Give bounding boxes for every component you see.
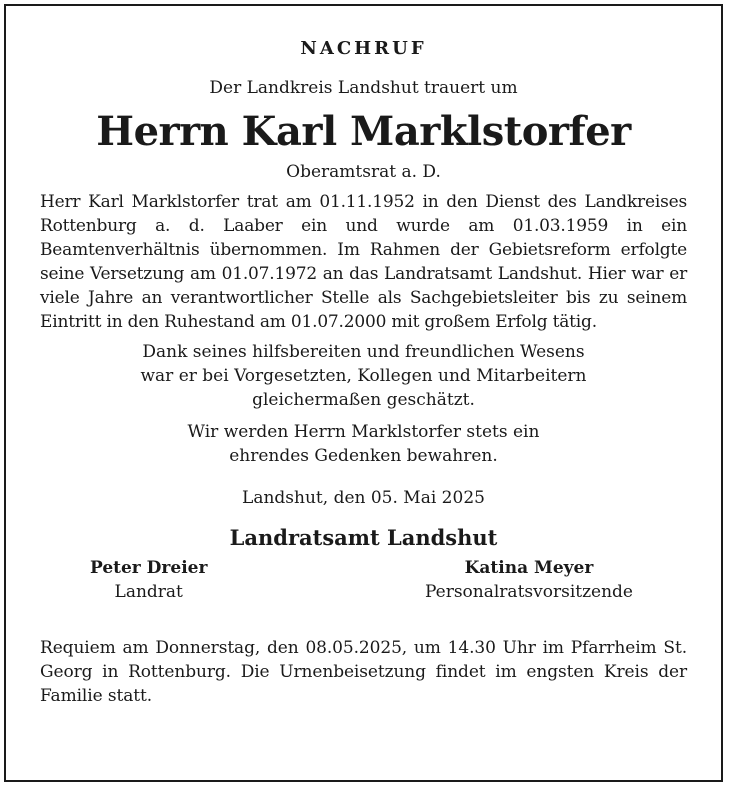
thanks-line: war er bei Vorgesetzten, Kollegen und Mitarbeitern bbox=[140, 366, 587, 386]
remembrance-paragraph bbox=[40, 420, 687, 468]
remembrance-line: Wir werden Herrn Marklstorfer stets ein bbox=[187, 422, 540, 442]
place-and-date: Landshut, den 05. Mai 2025 bbox=[242, 488, 485, 508]
signatory-role: Personalratsvorsitzende bbox=[424, 582, 633, 602]
signatory-name: Katina Meyer bbox=[464, 558, 594, 578]
signatory-role: Landrat bbox=[114, 582, 183, 602]
notice-heading: NACHRUF bbox=[300, 38, 427, 59]
issuing-organization: Landratsamt Landshut bbox=[229, 525, 498, 550]
deceased-name: Herrn Karl Marklstorfer bbox=[96, 108, 631, 155]
thanks-paragraph bbox=[40, 340, 687, 412]
requiem-paragraph: Requiem am Donnerstag, den 08.05.2025, um 14.30 Uhr im Pfarrheim St. Georg in Rottenburg. Die Urnenbeisetzung findet im engsten Kreis der Familie statt. bbox=[40, 638, 687, 706]
signatory bbox=[90, 556, 207, 604]
thanks-line: Dank seines hilfsbereiten und freundlichen Wesens bbox=[142, 342, 585, 362]
signatories bbox=[40, 556, 687, 604]
intro-line: Der Landkreis Landshut trauert um bbox=[209, 78, 518, 98]
signatory bbox=[425, 556, 633, 604]
obituary-content bbox=[40, 36, 687, 708]
biography-paragraph: Herr Karl Marklstorfer trat am 01.11.1952 in den Dienst des Landkreises Rottenburg a. d. Laaber ein und wurde am 01.03.1959 in ein Beamtenverhältnis übernommen. Im Rahmen der Gebietsreform erfolgte seine Versetzung am 01.07.1972 an das Landratsamt Landshut. Hier war er viele Jahre an verantwortlicher Stelle als Sachgebietsleiter bis zu seinem Eintritt in den Ruhestand am 01.07.2000 mit großem Erfolg tätig. bbox=[40, 192, 687, 332]
obituary-frame bbox=[4, 4, 723, 782]
remembrance-line: ehrendes Gedenken bewahren. bbox=[229, 446, 498, 466]
thanks-line: gleichermaßen geschätzt. bbox=[252, 390, 475, 410]
deceased-rank: Oberamtsrat a. D. bbox=[286, 162, 441, 182]
signatory-name: Peter Dreier bbox=[90, 558, 208, 578]
